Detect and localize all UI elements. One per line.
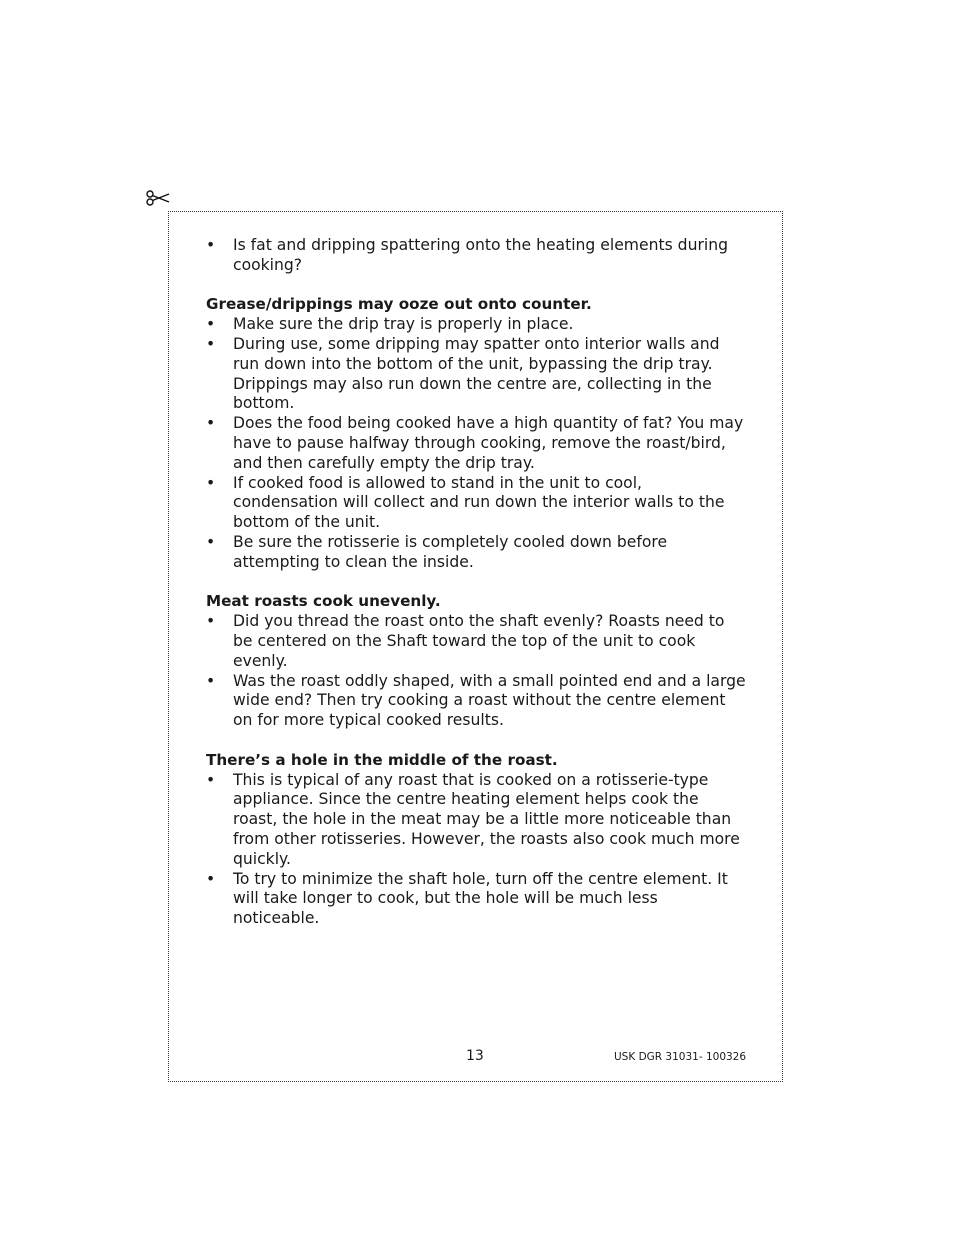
list-item — [206, 315, 746, 335]
list-item — [206, 414, 746, 473]
intro-bullet-list — [206, 236, 746, 276]
bullet-icon: • — [206, 414, 216, 433]
bullet-icon: • — [206, 612, 216, 631]
list-item-text: This is typical of any roast that is cooked on a rotisserie-type appliance. Since the centre heating element helps cook the roast, the hole in the meat may be a little more noticeable than from other rotisseries. However, the roasts also cook much more quickly. — [233, 770, 740, 868]
section-heading: There’s a hole in the middle of the roast. — [206, 750, 558, 769]
list-item-text: Is fat and dripping spattering onto the heating elements during cooking? — [233, 236, 728, 274]
list-item-text: Was the roast oddly shaped, with a small pointed end and a large wide end? Then try cooking a roast without the centre element on for more typical cooked results. — [233, 671, 746, 730]
bullet-icon: • — [206, 671, 216, 690]
list-item — [206, 533, 746, 573]
section-grease — [206, 295, 746, 572]
section-bullet-list — [206, 612, 746, 731]
section-bullet-list — [206, 315, 746, 572]
section-heading: Grease/drippings may ooze out onto counter. — [206, 295, 592, 314]
bullet-icon: • — [206, 532, 216, 551]
bullet-icon: • — [206, 236, 216, 254]
bullet-icon: • — [206, 315, 216, 334]
list-item — [206, 672, 746, 731]
scissors-icon — [145, 188, 171, 208]
list-item — [206, 771, 746, 870]
bullet-icon: • — [206, 869, 216, 888]
list-item — [206, 474, 746, 533]
section-roast-hole — [206, 751, 746, 929]
list-item-text: Be sure the rotisserie is completely cooled down before attempting to clean the inside. — [233, 532, 668, 571]
list-item — [206, 870, 746, 929]
document-code: USK DGR 31031- 100326 — [614, 1051, 747, 1063]
section-uneven-cooking — [206, 592, 746, 731]
list-item-text: During use, some dripping may spatter onto interior walls and run down into the bottom of the unit, bypassing the drip tray. Drippings may also run down the centre are, collecting in the bottom. — [233, 334, 720, 413]
section-heading: Meat roasts cook unevenly. — [206, 592, 441, 611]
page-number: 13 — [466, 1048, 484, 1064]
list-item — [206, 236, 746, 276]
bullet-icon: • — [206, 473, 216, 492]
section-bullet-list — [206, 771, 746, 929]
list-item-text: Does the food being cooked have a high quantity of fat? You may have to pause halfway through cooking, remove the roast/bird, and then carefully empty the drip tray. — [233, 414, 744, 472]
list-item-text: If cooked food is allowed to stand in the unit to cool, condensation will collect and run down the interior walls to the bottom of the unit. — [233, 473, 725, 532]
list-item-text: To try to minimize the shaft hole, turn off the centre element. It will take longer to cook, but the hole will be much less noticeable. — [233, 869, 728, 928]
list-item — [206, 335, 746, 414]
list-item — [206, 612, 746, 671]
bullet-icon: • — [206, 770, 216, 789]
list-item-text: Did you thread the roast onto the shaft evenly? Roasts need to be centered on the Shaft toward the top of the unit to cook evenly. — [233, 612, 725, 670]
list-item-text: Make sure the drip tray is properly in place. — [233, 315, 574, 334]
bullet-icon: • — [206, 334, 216, 353]
troubleshooting-content — [206, 236, 746, 929]
